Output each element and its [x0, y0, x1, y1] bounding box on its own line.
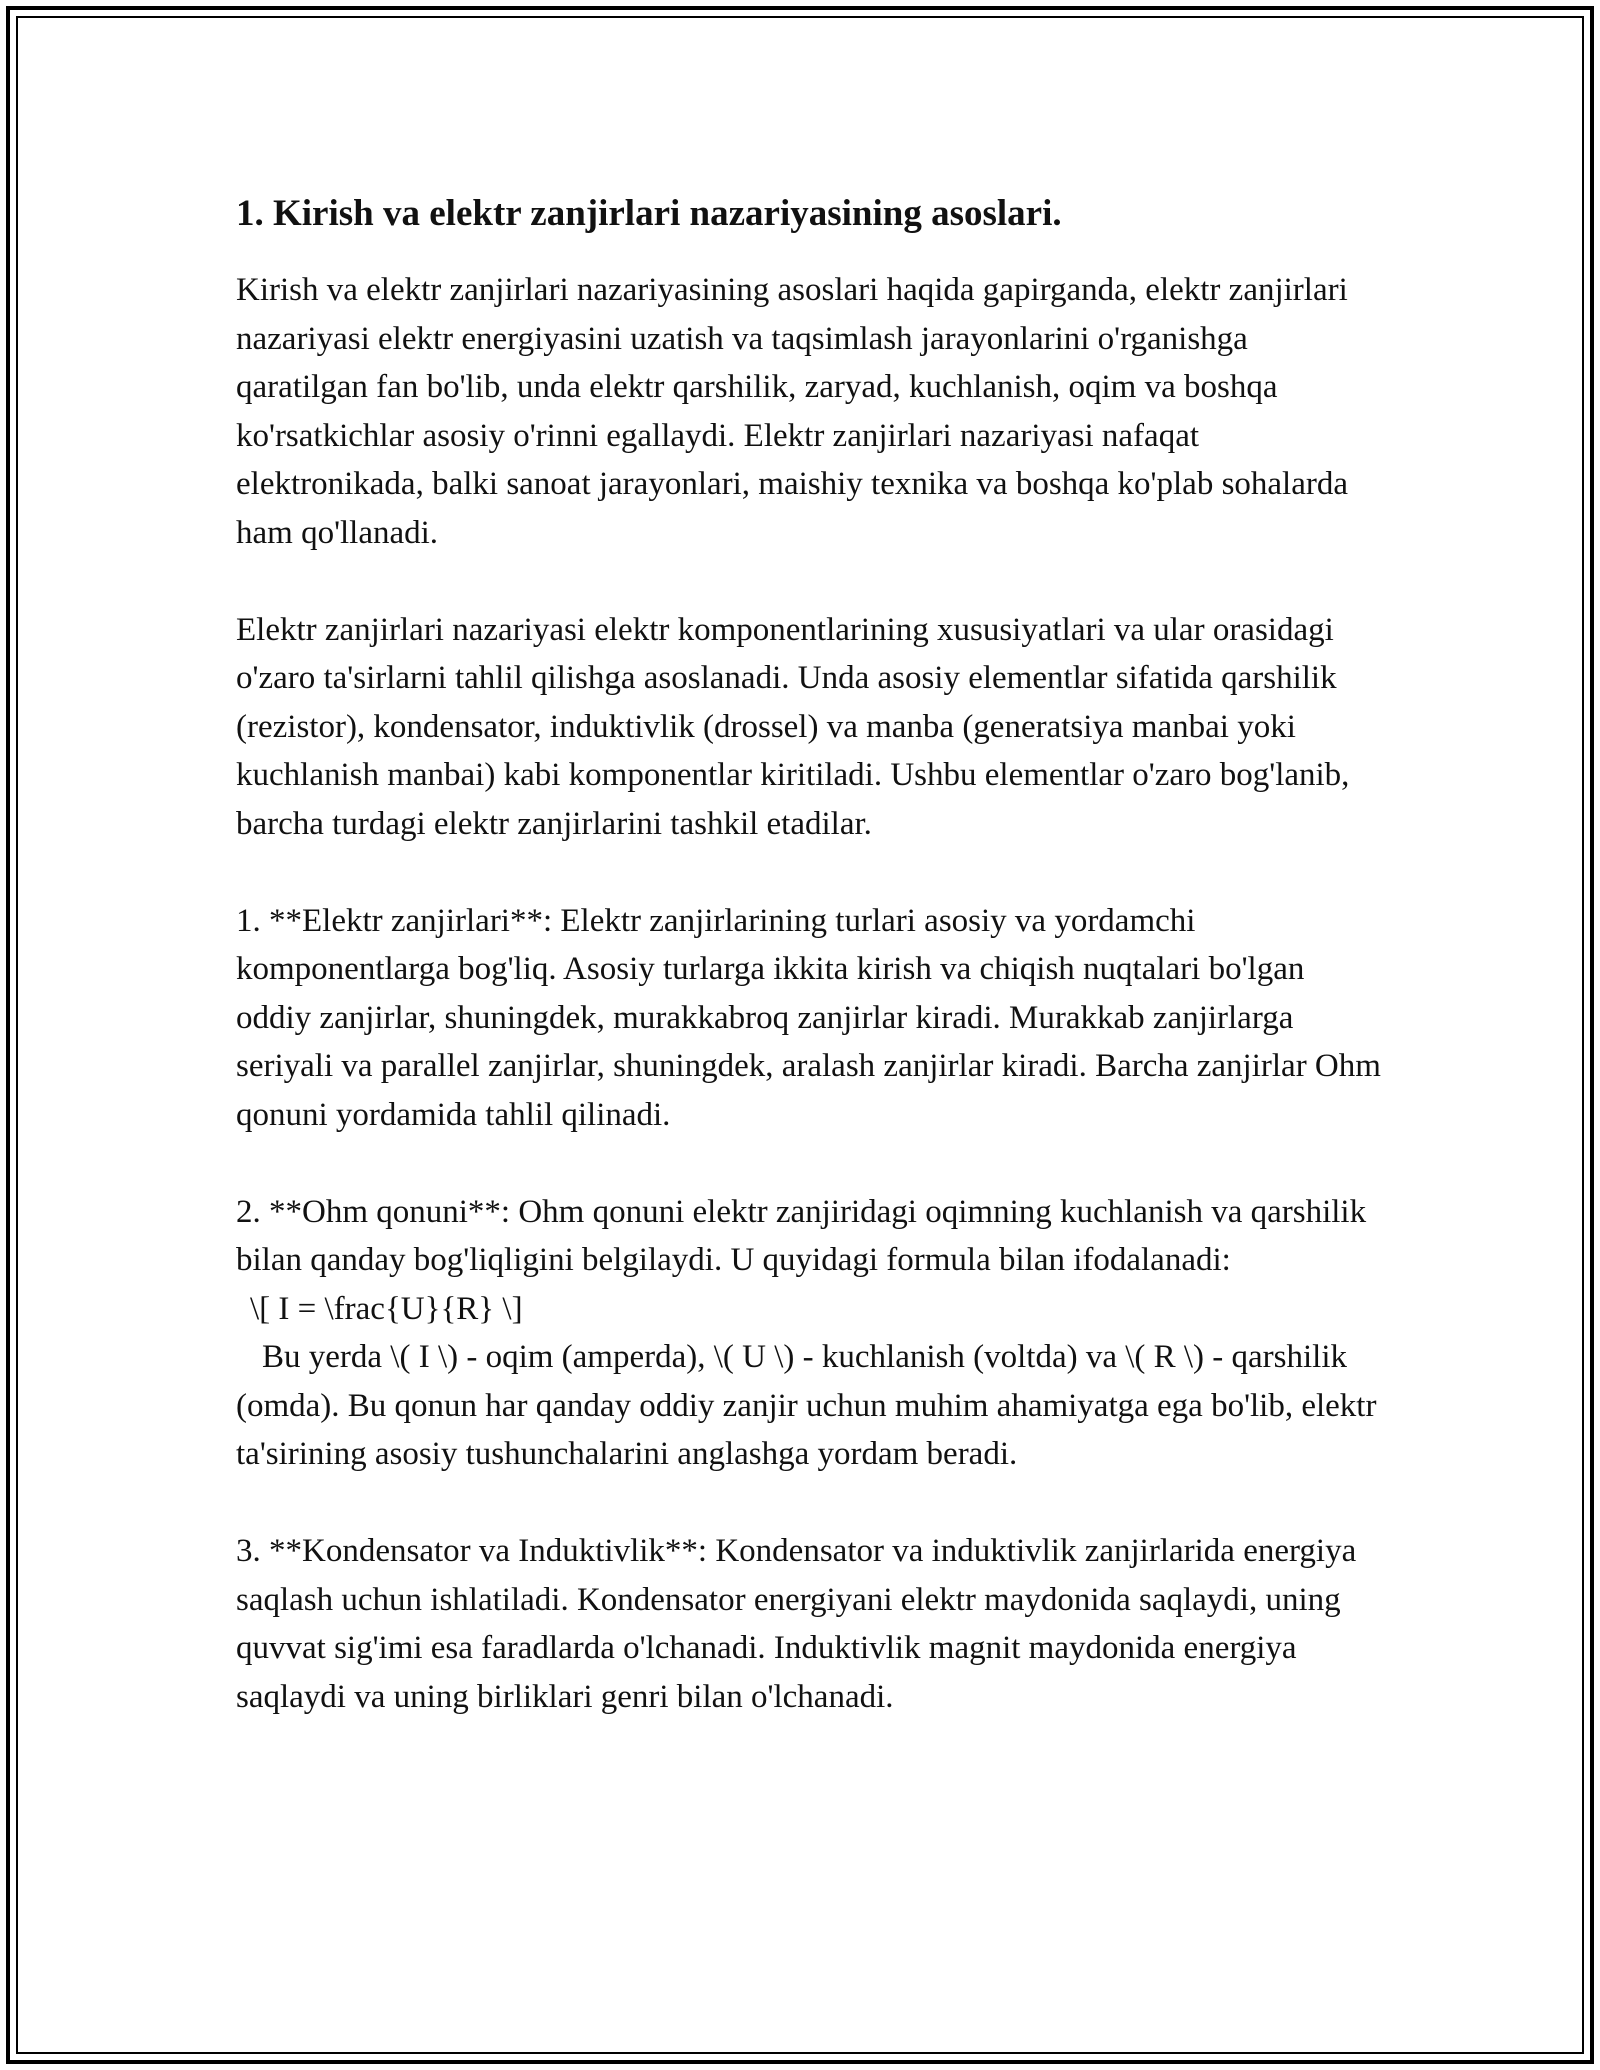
- paragraph-spacer: [236, 557, 1386, 606]
- ohm-law-formula: \[ I = \frac{U}{R} \]: [250, 1290, 523, 1327]
- list-item-circuits: 1. **Elektr zanjirlari**: Elektr zanjirlarining turlari asosiy va yordamchi komponentlarga bog'liq. Asosiy turlarga ikkita kirish va chiqish nuqtalari bo'lgan oddiy zanjirlar, shuningdek, murakkabroq zanjirlar kiradi. Murakkab zanjirlarga seriyali va parallel zanjirlar, shuningdek, aralash zanjirlar kiradi. Barcha zanjirlar Ohm qonuni yordamida tahlil qilinadi.: [236, 902, 1381, 1133]
- document-body: [236, 186, 1386, 1721]
- paragraph-spacer: [236, 848, 1386, 897]
- section-heading: 1. Kirish va elektr zanjirlari nazariyasining asoslari.: [236, 193, 1062, 234]
- list-item-capacitor-inductor: 3. **Kondensator va Induktivlik**: Kondensator va induktivlik zanjirlarida energiya saqlash uchun ishlatiladi. Kondensator energiyani elektr maydonida saqlaydi, uning quvvat sig'imi esa faradlarda o'lchanadi. Induktivlik magnit maydonida energiya saqlaydi va uning birliklari genri bilan o'lchanadi.: [236, 1533, 1357, 1715]
- paragraph-components: Elektr zanjirlari nazariyasi elektr komponentlarining xususiyatlari va ular orasidagi o'zaro ta'sirlarni tahlil qilishga asoslanadi. Unda asosiy elementlar sifatida qarshilik (rezistor), kondensator, induktivlik (drossel) va manba (generatsiya manbai yoki kuchlanish manbai) kabi komponentlar kiritiladi. Ushbu elementlar o'zaro bog'lanib, barcha turdagi elektr zanjirlarini tashkil etadilar.: [236, 611, 1350, 842]
- paragraph-intro: Kirish va elektr zanjirlari nazariyasining asoslari haqida gapirganda, elektr zanjirlari nazariyasi elektr energiyasini uzatish va taqsimlash jarayonlarini o'rganishga qaratilgan fan bo'lib, unda elektr qarshilik, zaryad, kuchlanish, oqim va boshqa ko'rsatkichlar asosiy o'rinni egallaydi. Elektr zanjirlari nazariyasi nafaqat elektronikada, balki sanoat jarayonlari, maishiy texnika va boshqa ko'plab sohalarda ham qo'llanadi.: [236, 272, 1349, 551]
- ohm-law-intro: 2. **Ohm qonuni**: Ohm qonuni elektr zanjiridagi oqimning kuchlanish va qarshilik bilan qanday bog'liqligini belgilaydi. U quyidagi formula bilan ifodalanadi:: [236, 1193, 1367, 1278]
- ohm-law-explanation-text: Bu yerda \( I \) - oqim (amperda), \( U \) - kuchlanish (voltda) va \( R \) - qarshilik (omda). Bu qonun har qanday oddiy zanjir uchun muhim ahamiyatga ega bo'lib, elektr ta'sirining asosiy tushunchalarini anglashga yordam beradi.: [236, 1339, 1377, 1472]
- ohm-law-explanation: [236, 1333, 1386, 1479]
- paragraph-spacer: [236, 1139, 1386, 1188]
- list-item-ohm-law: [236, 1188, 1386, 1479]
- paragraph-spacer: [236, 1479, 1386, 1528]
